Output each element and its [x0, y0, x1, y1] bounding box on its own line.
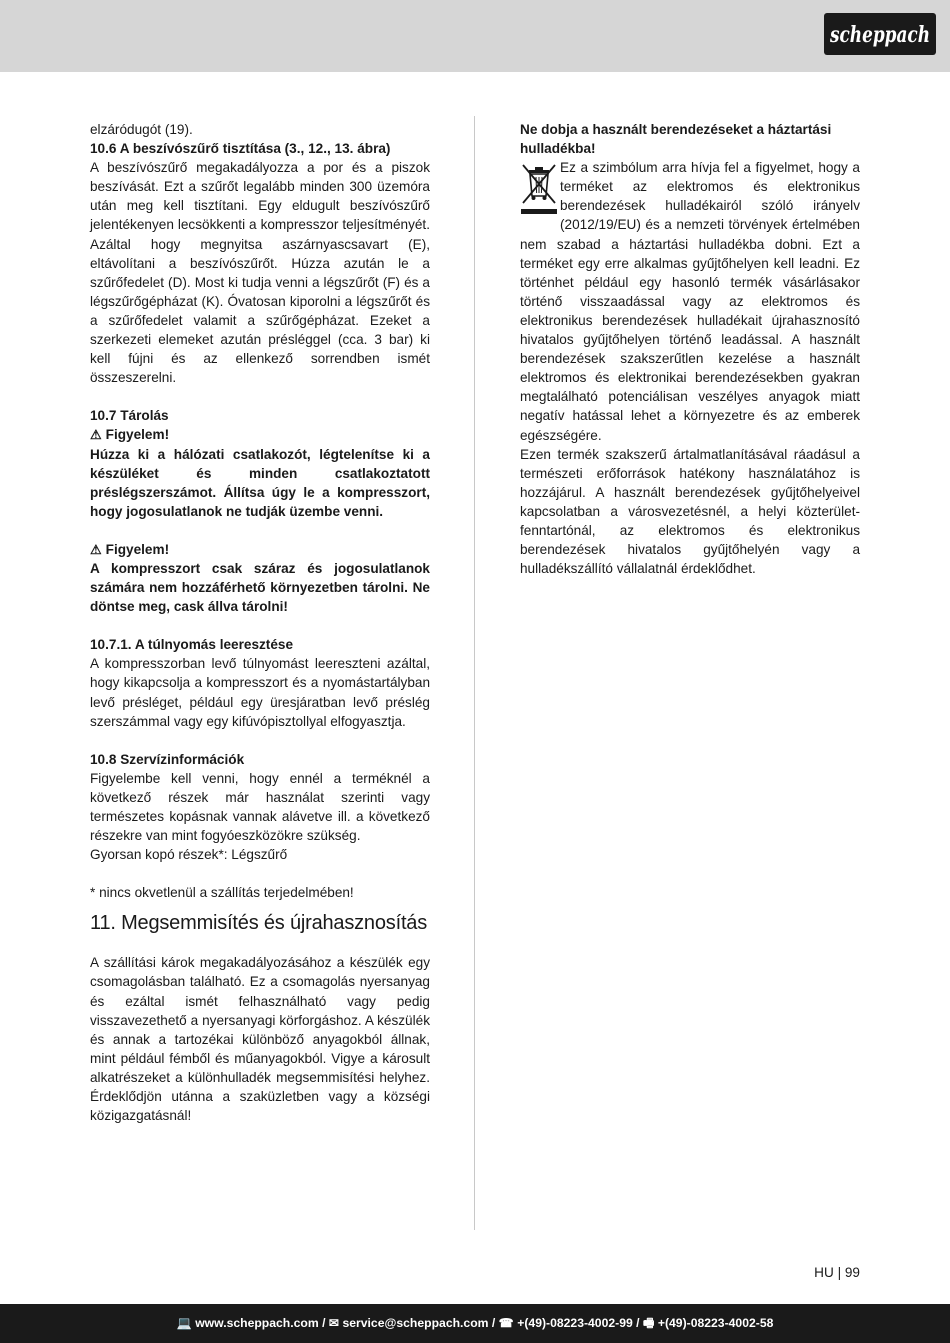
page-header [0, 0, 950, 72]
phone-icon: ☎ [498, 1316, 514, 1330]
page-number: HU | 99 [814, 1265, 860, 1280]
warning-icon: ⚠ [90, 427, 102, 443]
warning-title: ⚠ Figyelem! [90, 427, 170, 443]
website-link[interactable]: www.scheppach.com / [195, 1316, 326, 1330]
paragraph: A beszívószűrő megakadályozza a por és a piszok beszívását. Ezt a szűrőt legalább minden 300 üzemóra után meg kell tisztítani. Egy eldugult beszívószűrő jelentékenyen lecsökkenti a kompresszor teljesítményét. Azáltal hogy megnyitsa aszárnyascsavart (E), eltávolítani a beszívószűrőt. Húzza azután le a szűrőfedelet (D). Most ki tudja venni a légszűrőt (F) és a légszűrőgépházat (K). Óvatosan kiporolni a légszűrőt és a szűrőfedelet valamit a szűrőgépházat. Ezeket a szerkezeti elemeket azután présléggel (cca. 3 bar) ki kell fújni és az ellenkező sorrendben ismét összeszerelni. [90, 160, 430, 386]
svg-text:scheppach: scheppach [829, 22, 930, 48]
left-column [90, 120, 430, 1125]
fax-icon: 🖷 [642, 1316, 655, 1330]
section-heading-10-8: 10.8 Szervízinformációk [90, 751, 245, 767]
paragraph: Ezen termék szakszerű ártalmatlanításával ráadásul a természeti erőforrások hatékony használatához is hozzájárul. A használt berendezések gyűjtőhelyeivel kapcsolatban a városvezetésnél, a helyi közterület-fenntartónál, az elektromos és elektronikus berendezések hivatalos gyűjtőhelyén vagy a hulladékszállító vállalatnál érdeklődhet. [520, 446, 860, 577]
section-heading-10-7: 10.7 Tárolás [90, 408, 169, 424]
warning-text: A kompresszort csak száraz és jogosulatlanok számára nem hozzáférhető környezetben tárolni. Ne döntse meg, cask állva tárolni! [90, 560, 430, 615]
paragraph: Gyorsan kopó részek*: Légszűrő [90, 847, 288, 863]
paragraph: A szállítási károk megakadályozásához a készülék egy csomagolásban található. Ez a csomagolás nyersanyag és ezáltal ismét felhasználható vagy pedig visszavezethető a nyersanyagi körforgáshoz. A készülék és annak a tartozékai különböző anyagokból állnak, mint például fémből és műanyagokból. Vigye a károsult alkatrészeket a különhulladék megsemmisítési helyhez. Érdeklődjön utánna a szaküzletben vagy a községi közigazgatásnál! [90, 955, 430, 1124]
paragraph: Figyelembe kell venni, hogy ennél a terméknél a következő részek már használat szerinti vagy természetes kopásnak vannak alávetve ill. a következő részekre van mint fogyóeszközökre szükség. [90, 770, 430, 844]
phone-number: +(49)-08223-4002-99 / [517, 1316, 640, 1330]
column-divider [474, 116, 475, 1230]
chapter-heading-11: 11. Megsemmisítés és újrahasznosítás [90, 912, 428, 935]
section-heading-10-6: 10.6 A beszívószűrő tisztítása (3., 12., 13. ábra) [90, 141, 391, 157]
warning-title: ⚠ Figyelem! [90, 541, 170, 557]
mail-icon: ✉ [328, 1316, 340, 1330]
warning-icon: ⚠ [90, 541, 102, 557]
email-link[interactable]: service@scheppach.com / [342, 1316, 496, 1330]
crossed-bin-icon [520, 162, 558, 218]
footnote: * nincs okvetlenül a szállítás terjedelmében! [90, 885, 354, 901]
page-footer [0, 1304, 950, 1343]
paragraph: A kompresszorban levő túlnyomást leereszteni azáltal, hogy kikapcsolja a kompresszort és a nyomástartályban levő présléget, például egy üresjáratban levő préslég szerszámmal vagy egy kifúvópisztollyal elfogyasztja. [90, 656, 430, 729]
scheppach-logo [824, 13, 936, 55]
computer-icon: 💻 [176, 1316, 192, 1330]
right-column [520, 120, 860, 578]
paragraph: elzáródugót (19). [90, 122, 193, 137]
weee-section [520, 158, 860, 578]
weee-heading: Ne dobja a használt berendezéseket a háztartási hulladékba! [520, 122, 832, 157]
warning-text: Húzza ki a hálózati csatlakozót, légtelenítse ki a készüléket és minden csatlakoztatott préslégszerszámot. Állítsa úgy le a kompresszort, hogy jogosulatlanok ne tudják üzembe venni. [90, 446, 430, 519]
section-heading-10-7-1: 10.7.1. A túlnyomás leeresztése [90, 637, 294, 653]
fax-number: +(49)-08223-4002-58 [657, 1316, 774, 1330]
paragraph: Ez a szimbólum arra hívja fel a figyelmet, hogy a terméket az elektromos és elektronikus berendezések hulladékairól szóló irányelv (2012/19/EU) és a nemzeti törvények értelmében nem szabad a háztartási hulladékba dobni. Ezt a terméket egy erre alkalmas gyűjtőhelyen kell leadni. Ez történhet például egy hasonló termék vásárlásakor történő visszaadással vagy az elektromos és elektronikus berendezések hulladékait újrahasznosító hivatalos gyűjtőhelyen történő leadással. A használt berendezések szakszerűtlen kezelése a használt elektromos és elektronikai berendezésekben gyakran megtalálható potenciálisan veszélyes anyagok miatt negatív hatással lehet a környezetre és az emberek egészségére. [520, 160, 860, 443]
